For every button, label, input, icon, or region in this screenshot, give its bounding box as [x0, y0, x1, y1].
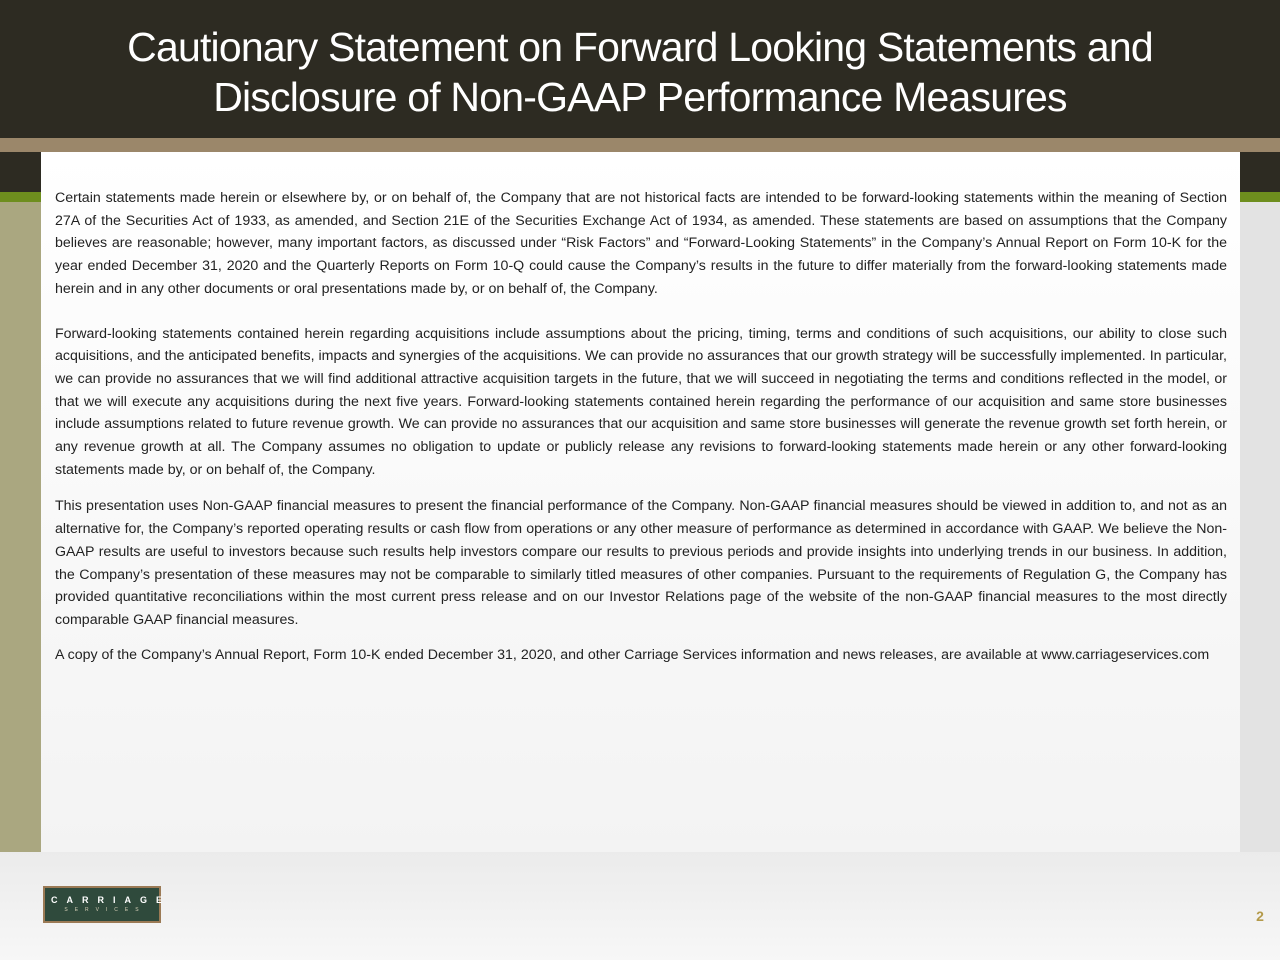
carriage-services-logo	[43, 886, 172, 923]
right-decorative-stripe	[1240, 202, 1280, 852]
slide-header	[0, 0, 1280, 138]
slide-footer	[0, 852, 1280, 960]
body-text	[55, 187, 1227, 665]
slide-title-line-2: Disclosure of Non-GAAP Performance Measures	[213, 74, 1067, 120]
logo-word-services: SERVICES	[64, 907, 146, 913]
page-number: 2	[1256, 908, 1264, 924]
paragraph-forward-looking-statements: Certain statements made herein or elsewhere by, or on behalf of, the Company that are not historical facts are intended to be forward-looking statements within the meaning of Section 27A of the Securities Act of 1933, as amended, and Section 21E of the Securities Exchange Act of 1934, as amended. These statements are based on assumptions that the Company believes are reasonable; however, many important factors, as discussed under “Risk Factors” and “Forward-Looking Statements” in the Company’s Annual Report on Form 10-K for the year ended December 31, 2020 and the Quarterly Reports on Form 10-Q could cause the Company’s results in the future to differ materially from the forward-looking statements made herein and in any other documents or oral presentations made by, or on behalf of, the Company.	[55, 190, 1227, 297]
slide-title-line-1: Cautionary Statement on Forward Looking Statements and	[127, 24, 1153, 70]
left-decorative-stripe	[0, 202, 41, 852]
paragraph-annual-report: A copy of the Company’s Annual Report, Form 10-K ended December 31, 2020, and other Carriage Services information and news releases, are available at www.carriageservices.com	[55, 646, 1210, 663]
tan-divider-band	[0, 138, 1280, 152]
paragraph-acquisitions: Forward-looking statements contained herein regarding acquisitions include assumptions about the pricing, timing, terms and conditions of such acquisitions, our ability to close such acquisitions, and the anticipated benefits, impacts and synergies of the acquisitions. We can provide no assurances that our growth strategy will be successfully implemented. In particular, we can provide no assurances that we will find additional attractive acquisition targets in the future, that we will succeed in negotiating the terms and conditions reflected in the model, or that we will execute any acquisitions during the next five years. Forward-looking statements contained herein regarding the performance of our acquisition and same store businesses include assumptions related to future revenue growth. We can provide no assurances that our acquisition and same store businesses will generate the revenue growth set forth herein, or any revenue growth at all. The Company assumes no obligation to update or publicly release any revisions to forward-looking statements made herein or any other forward-looking statements made by, or on behalf of, the Company.	[55, 325, 1227, 478]
paragraph-non-gaap: This presentation uses Non-GAAP financial measures to present the financial performance of the Company. Non-GAAP financial measures should be viewed in addition to, and not as an alternative for, the Company’s reported operating results or cash flow from operations or any other measure of performance as determined in accordance with GAAP. We believe the Non-GAAP results are useful to investors because such results help investors compare our results to previous periods and provide insights into underlying trends in our business. In addition, the Company’s presentation of these measures may not be comparable to similarly titled measures of other companies. Pursuant to the requirements of Regulation G, the Company has provided quantitative reconciliations within the most current press release and on our Investor Relations page of the website of the non-GAAP financial measures to the most directly comparable GAAP financial measures.	[55, 498, 1227, 628]
logo-word-carriage: CARRIAGE	[51, 895, 172, 905]
slide-title	[0, 22, 1280, 122]
